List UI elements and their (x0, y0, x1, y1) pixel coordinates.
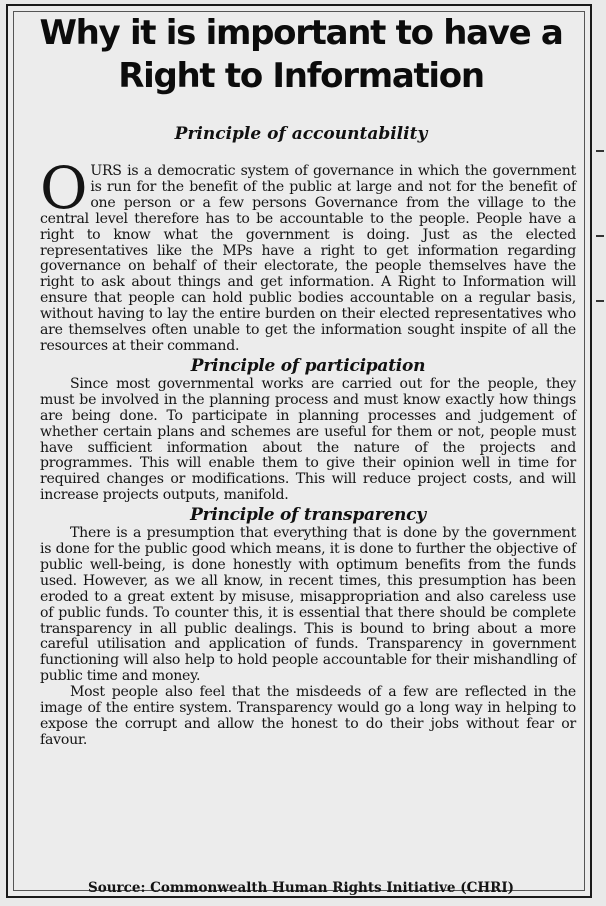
headline-line-2: Right to Information (118, 56, 484, 96)
source-credit: Source: Commonwealth Human Rights Initiative (CHRI) (87, 880, 515, 896)
scan-edge-mark (596, 150, 604, 152)
article-frame (6, 4, 592, 898)
heading-transparency: Principle of transparency (190, 505, 426, 526)
paragraph-transparency-1: There is a presumption that everything that is done by the government is done for the public good which means, it is done to further the objective of public well-being, is done honestly with optimum benefits from the funds used. However, as we all know, in recent times, this presumption has been eroded to a great extent by misuse, misappropriation and also careless use of public funds. To counter this, it is essential that there should be complete transparency in all public dealings. This is bound to bring about a more careful utilisation and application of funds. Transparency in government functioning will also help to hold people accountable for their mishandling of public time and money. (40, 525, 576, 685)
paragraph-participation: Since most governmental works are carried out for the people, they must be involved in the planning process and must know exactly how things are being done. To participate in planning processes and judgement of whether certain plans and schemes are useful for them or not, people must have sufficient information about the nature of the projects and programmes. This will enable them to give their opinion well in time for required changes or modifications. This will reduce project costs, and will increase projects outputs, manifold. (40, 375, 576, 504)
drop-cap: O (40, 154, 88, 222)
scan-edge-mark (596, 300, 604, 302)
heading-participation: Principle of participation (190, 355, 426, 376)
scan-edge-mark (596, 235, 604, 237)
paragraph-transparency-2: Most people also feel that the misdeeds of a few are reflected in the image of the entire system. Transparency would go a long way in helping to expose the corrupt and allow the honest to do their jobs without fear or favour. (40, 684, 576, 748)
headline (8, 12, 594, 98)
article-body (40, 154, 576, 749)
paragraph-accountability: URS is a democratic system of governance in which the government is run for the benefit of the public at large and not for the benefit of one person or a few persons Governance from the village to the central level therefore has to be accountable to the people. People have a right to know what the government is doing. Just as the elected representatives like the MPs have a right to get information regarding governance on behalf of their electorate, the people themselves have the right to ask about things and get information. A Right to Information will ensure that people can hold public bodies accountable on a regular basis, without having to lay the entire burden on their elected representatives who are themselves often unable to get the information sought inspite of all the resources at their command. (40, 163, 576, 354)
headline-line-1: Why it is important to have a (39, 13, 563, 53)
heading-accountability: Principle of accountability (174, 124, 428, 144)
